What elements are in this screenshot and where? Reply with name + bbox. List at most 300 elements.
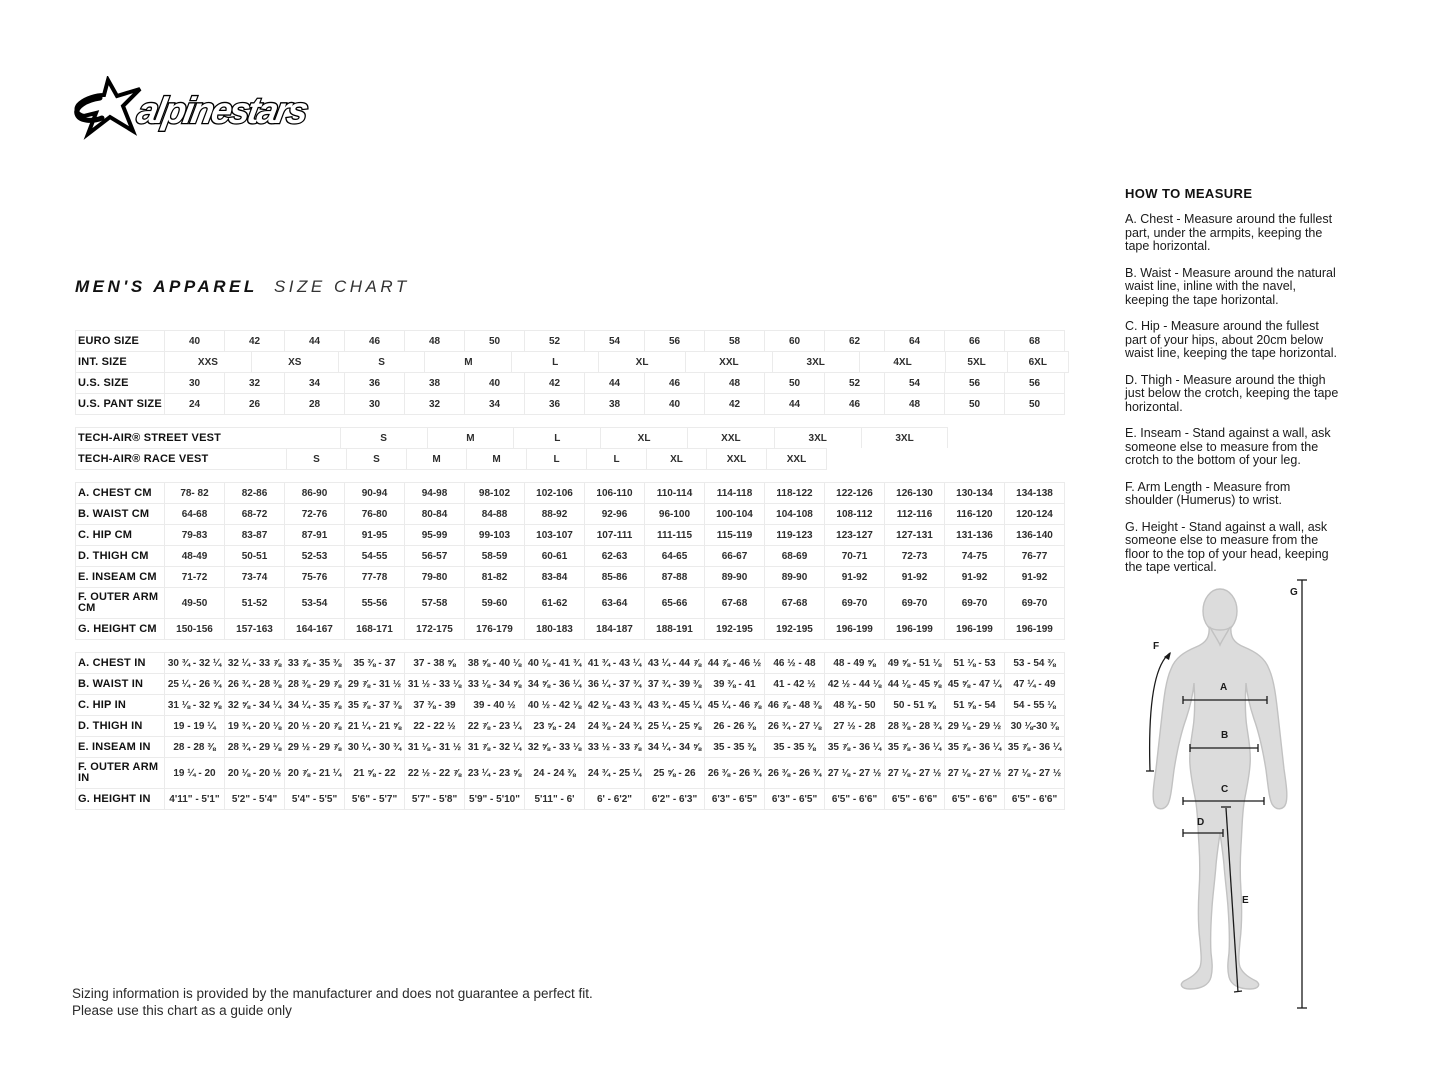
table-cell: 42 ½ - 44 ⅛ <box>824 673 885 695</box>
table-cell: 21 ¼ - 21 ⅝ <box>344 715 405 737</box>
table-cell: 31 ⅞ - 32 ¼ <box>464 736 525 758</box>
table-cell: 75-76 <box>284 566 345 588</box>
table-cell: XL <box>646 448 707 470</box>
table-row <box>75 673 1080 695</box>
measure-paragraph: A. Chest - Measure around the fullest part, under the armpits, keeping the tape horizontal. <box>1125 212 1333 253</box>
table-cell: 42 <box>224 330 285 352</box>
table-cell: 80-84 <box>404 503 465 525</box>
table-cell: M <box>406 448 467 470</box>
table-cell: L <box>526 448 587 470</box>
table-cell: 37 ⅜ - 39 <box>404 694 465 716</box>
table-cell: 192-195 <box>704 618 765 640</box>
table-cell: XXL <box>706 448 767 470</box>
table-cell: 3XL <box>861 427 949 449</box>
table-cell: XXL <box>687 427 775 449</box>
table-cell: L <box>586 448 647 470</box>
table-cell: 52-53 <box>284 545 345 567</box>
row-label: G. HEIGHT CM <box>75 618 165 640</box>
table-cell: 50 <box>764 372 825 394</box>
table-cell: M <box>466 448 527 470</box>
table-cell: 30 ¾ - 32 ¼ <box>164 652 225 674</box>
table-cell: 5'4" - 5'5" <box>284 788 345 810</box>
table-cell: 5'9" - 5'10" <box>464 788 525 810</box>
table-cell: 196-199 <box>1004 618 1065 640</box>
table-cell: 25 ⅝ - 26 <box>644 757 705 789</box>
table-cell: 91-92 <box>884 566 945 588</box>
table-cell: 61-62 <box>524 587 585 619</box>
table-cell: 91-92 <box>1004 566 1065 588</box>
table-cell: 112-116 <box>884 503 945 525</box>
row-label: D. THIGH CM <box>75 545 165 567</box>
table-cell: 19 - 19 ¼ <box>164 715 225 737</box>
table-cell: 104-108 <box>764 503 825 525</box>
table-cell: 69-70 <box>1004 587 1065 619</box>
table-cell: 54-55 <box>344 545 405 567</box>
alpinestars-wordmark <box>134 89 311 131</box>
hip-label: C <box>1221 784 1229 795</box>
size-table <box>75 330 1080 810</box>
table-cell: 30 <box>164 372 225 394</box>
table-cell: 38 <box>584 393 645 415</box>
table-cell: 76-77 <box>1004 545 1065 567</box>
table-row <box>75 715 1080 737</box>
table-cell: 83-84 <box>524 566 585 588</box>
table-row <box>75 618 1080 640</box>
table-cell: 24 ⅜ - 24 ¾ <box>584 715 645 737</box>
table-cell: 123-127 <box>824 524 885 546</box>
table-cell: 48-49 <box>164 545 225 567</box>
table-cell: 56 <box>1004 372 1065 394</box>
table-cell: 26 ⅜ - 26 ¾ <box>764 757 825 789</box>
table-cell: 180-183 <box>524 618 585 640</box>
row-label: EURO SIZE <box>75 330 165 352</box>
table-cell: 41 - 42 ½ <box>764 673 825 695</box>
table-cell: 43 ¼ - 44 ⅞ <box>644 652 705 674</box>
table-cell: 5'11" - 6' <box>524 788 585 810</box>
table-cell: 36 <box>344 372 405 394</box>
table-cell: 40 ½ - 42 ⅛ <box>524 694 585 716</box>
table-cell: 37 - 38 ⅝ <box>404 652 465 674</box>
table-cell: 60 <box>764 330 825 352</box>
table-cell: 196-199 <box>824 618 885 640</box>
table-cell: 110-114 <box>644 482 705 504</box>
row-label: D. THIGH IN <box>75 715 165 737</box>
row-label: INT. SIZE <box>75 351 165 373</box>
table-cell: 27 ⅛ - 27 ½ <box>824 757 885 789</box>
table-cell: 172-175 <box>404 618 465 640</box>
measure-paragraph: B. Waist - Measure around the natural waist line, inline with the navel, keeping the tape horizontal. <box>1125 265 1336 307</box>
table-row <box>75 736 1080 758</box>
table-row <box>75 587 1080 619</box>
table-cell: 89-90 <box>704 566 765 588</box>
arm-length-label: F <box>1153 641 1160 652</box>
table-cell: 66-67 <box>704 545 765 567</box>
measure-paragraph: C. Hip - Measure around the fullest part of your hips, about 20cm below waist line, keeping the tape horizontal. <box>1125 319 1337 360</box>
table-cell: 27 ⅛ - 27 ½ <box>1004 757 1065 789</box>
table-cell: 27 ⅛ - 27 ½ <box>944 757 1005 789</box>
table-cell: 5'7" - 5'8" <box>404 788 465 810</box>
table-cell: 31 ⅛ - 32 ⅝ <box>164 694 225 716</box>
table-cell: 120-124 <box>1004 503 1065 525</box>
alpinestars-logo <box>70 76 340 140</box>
height-measure-line <box>1297 580 1307 1008</box>
table-cell: L <box>513 427 601 449</box>
table-cell: 136-140 <box>1004 524 1065 546</box>
row-label: A. CHEST CM <box>75 482 165 504</box>
table-cell: 25 ¼ - 26 ¾ <box>164 673 225 695</box>
table-row <box>75 757 1080 789</box>
table-cell: 22 - 22 ½ <box>404 715 465 737</box>
table-cell: 196-199 <box>884 618 945 640</box>
table-cell: 35 ⅞ - 36 ¼ <box>884 736 945 758</box>
disclaimer <box>72 985 593 1019</box>
measurement-figure <box>1140 565 1445 1043</box>
table-cell: S <box>340 427 428 449</box>
table-cell: 21 ⅝ - 22 <box>344 757 405 789</box>
table-cell: 91-92 <box>944 566 1005 588</box>
table-cell: 89-90 <box>764 566 825 588</box>
table-cell: 5'2" - 5'4" <box>224 788 285 810</box>
body-silhouette-diagram <box>1140 565 1445 1043</box>
table-cell: 48 ⅜ - 50 <box>824 694 885 716</box>
table-cell: 42 <box>704 393 765 415</box>
measure-paragraph: E. Inseam - Stand against a wall, ask someone else to measure from the crotch to the bottom of your leg. <box>1125 426 1331 467</box>
table-cell: 70-71 <box>824 545 885 567</box>
table-cell: 26 - 26 ⅜ <box>704 715 765 737</box>
table-cell: 81-82 <box>464 566 525 588</box>
table-row <box>75 788 1080 810</box>
table-row <box>75 545 1080 567</box>
table-cell: 122-126 <box>824 482 885 504</box>
table-section <box>75 652 1080 810</box>
table-cell: 77-78 <box>344 566 405 588</box>
chest-label: A <box>1220 682 1228 693</box>
table-cell: 74-75 <box>944 545 1005 567</box>
table-cell: 45 ¼ - 46 ⅞ <box>704 694 765 716</box>
table-cell: 46 ⅞ - 48 ⅜ <box>764 694 825 716</box>
table-cell: 52 <box>824 372 885 394</box>
table-cell: 99-103 <box>464 524 525 546</box>
table-cell: 184-187 <box>584 618 645 640</box>
table-cell: 176-179 <box>464 618 525 640</box>
table-cell: 6' - 6'2" <box>584 788 645 810</box>
table-cell: 192-195 <box>764 618 825 640</box>
table-cell: 30 ⅛-30 ⅜ <box>1004 715 1065 737</box>
table-cell: 87-88 <box>644 566 705 588</box>
table-cell: 53 - 54 ⅜ <box>1004 652 1065 674</box>
table-cell: 43 ¾ - 45 ¼ <box>644 694 705 716</box>
table-cell: 87-91 <box>284 524 345 546</box>
table-cell: 69-70 <box>824 587 885 619</box>
table-row <box>75 503 1080 525</box>
table-cell: 64-65 <box>644 545 705 567</box>
table-cell: 56 <box>944 372 1005 394</box>
table-row <box>75 566 1080 588</box>
table-cell: 64 <box>884 330 945 352</box>
table-cell: 20 ⅞ - 21 ¼ <box>284 757 345 789</box>
table-row <box>75 330 1080 352</box>
disclaimer-line1: Sizing information is provided by the manufacturer and does not guarantee a perfect fit. <box>72 986 593 1001</box>
table-cell: 50-51 <box>224 545 285 567</box>
table-cell: 63-64 <box>584 587 645 619</box>
table-cell: 72-73 <box>884 545 945 567</box>
table-cell: 26 ¾ - 27 ⅛ <box>764 715 825 737</box>
table-cell: 45 ⅝ - 47 ¼ <box>944 673 1005 695</box>
table-cell: 58 <box>704 330 765 352</box>
table-cell: 84-88 <box>464 503 525 525</box>
table-cell: 50 - 51 ⅝ <box>884 694 945 716</box>
table-cell: 79-80 <box>404 566 465 588</box>
table-cell: 39 ⅜ - 41 <box>704 673 765 695</box>
table-cell: 33 ⅛ - 34 ⅝ <box>464 673 525 695</box>
table-cell: 34 <box>284 372 345 394</box>
table-cell: 66 <box>944 330 1005 352</box>
page-title-bold: MEN'S APPAREL <box>75 277 258 296</box>
table-cell: 35 ⅞ - 36 ¼ <box>1004 736 1065 758</box>
table-cell: L <box>511 351 599 373</box>
table-cell: 47 ¼ - 49 <box>1004 673 1065 695</box>
table-cell: 56 <box>644 330 705 352</box>
table-cell: 34 ¼ - 34 ⅝ <box>644 736 705 758</box>
table-cell: 79-83 <box>164 524 225 546</box>
row-label: E. INSEAM IN <box>75 736 165 758</box>
table-cell: 44 <box>584 372 645 394</box>
table-cell: 95-99 <box>404 524 465 546</box>
table-section <box>75 330 1080 415</box>
table-cell: 51 ⅛ - 53 <box>944 652 1005 674</box>
table-cell: 52 <box>524 330 585 352</box>
table-cell: 94-98 <box>404 482 465 504</box>
table-cell: 86-90 <box>284 482 345 504</box>
table-cell: 67-68 <box>704 587 765 619</box>
table-cell: 29 ⅞ - 31 ½ <box>344 673 405 695</box>
measure-paragraph: D. Thigh - Measure around the thigh just below the crotch, keeping the tape horizontal. <box>1125 372 1339 414</box>
table-cell: 62-63 <box>584 545 645 567</box>
table-cell: 31 ⅛ - 31 ½ <box>404 736 465 758</box>
table-cell: 188-191 <box>644 618 705 640</box>
table-cell: 73-74 <box>224 566 285 588</box>
table-cell: 30 ¼ - 30 ¾ <box>344 736 405 758</box>
table-cell: 49-50 <box>164 587 225 619</box>
table-cell: 6'3" - 6'5" <box>704 788 765 810</box>
table-cell: 114-118 <box>704 482 765 504</box>
table-cell: 116-120 <box>944 503 1005 525</box>
table-cell: 33 ½ - 33 ⅞ <box>584 736 645 758</box>
row-label: TECH-AIR® STREET VEST <box>75 427 341 449</box>
table-cell: 34 ⅝ - 36 ¼ <box>524 673 585 695</box>
table-cell: 67-68 <box>764 587 825 619</box>
table-cell: 24 - 24 ⅜ <box>524 757 585 789</box>
table-cell: 35 ⅞ - 36 ¼ <box>824 736 885 758</box>
inseam-label: E <box>1242 895 1249 906</box>
measure-paragraph: F. Arm Length - Measure from shoulder (Humerus) to wrist. <box>1125 479 1291 507</box>
table-row <box>75 482 1080 504</box>
table-row <box>75 524 1080 546</box>
table-cell: 6'2" - 6'3" <box>644 788 705 810</box>
table-cell: 5'6" - 5'7" <box>344 788 405 810</box>
table-cell: 78- 82 <box>164 482 225 504</box>
table-cell: 24 ¾ - 25 ¼ <box>584 757 645 789</box>
table-cell: 31 ½ - 33 ⅛ <box>404 673 465 695</box>
table-cell: 69-70 <box>944 587 1005 619</box>
table-cell: 6XL <box>1007 351 1069 373</box>
table-cell: 106-110 <box>584 482 645 504</box>
table-cell: 28 - 28 ⅜ <box>164 736 225 758</box>
table-cell: 26 ⅜ - 26 ¾ <box>704 757 765 789</box>
table-cell: M <box>424 351 512 373</box>
table-row <box>75 427 1080 449</box>
table-row <box>75 351 1080 373</box>
row-label: F. OUTER ARM CM <box>75 587 165 619</box>
table-row <box>75 393 1080 415</box>
table-cell: 6'5" - 6'6" <box>824 788 885 810</box>
table-cell: 62 <box>824 330 885 352</box>
how-to-measure-paragraphs <box>1125 213 1339 575</box>
table-cell: XS <box>251 351 339 373</box>
table-cell: 76-80 <box>344 503 405 525</box>
height-label: G <box>1290 587 1298 598</box>
table-cell: 42 ⅛ - 43 ¾ <box>584 694 645 716</box>
alpinestars-logo-graphic <box>70 76 340 140</box>
table-filler <box>948 427 1080 449</box>
table-cell: 33 ⅞ - 35 ⅜ <box>284 652 345 674</box>
waist-label: B <box>1221 730 1229 741</box>
alpinestars-wordmark-text: alpinestars <box>134 89 310 131</box>
table-cell: 35 - 35 ⅜ <box>764 736 825 758</box>
table-cell: 82-86 <box>224 482 285 504</box>
table-cell: 54 <box>584 330 645 352</box>
table-cell: 115-119 <box>704 524 765 546</box>
table-cell: 19 ¾ - 20 ⅛ <box>224 715 285 737</box>
table-cell: 40 <box>164 330 225 352</box>
table-cell: S <box>346 448 407 470</box>
table-cell: 20 ⅛ - 20 ½ <box>224 757 285 789</box>
table-cell: 91-92 <box>824 566 885 588</box>
table-cell: 91-95 <box>344 524 405 546</box>
table-cell: XXS <box>164 351 252 373</box>
table-cell: 50 <box>944 393 1005 415</box>
table-cell: 71-72 <box>164 566 225 588</box>
table-section <box>75 427 1080 470</box>
row-label: B. WAIST CM <box>75 503 165 525</box>
table-cell: 38 ⅝ - 40 ⅛ <box>464 652 525 674</box>
disclaimer-line2: Please use this chart as a guide only <box>72 1003 292 1018</box>
table-cell: 35 ⅜ - 37 <box>344 652 405 674</box>
table-cell: 29 ⅛ - 29 ½ <box>944 715 1005 737</box>
table-cell: 6'5" - 6'6" <box>1004 788 1065 810</box>
table-cell: 44 <box>764 393 825 415</box>
table-cell: 36 ¼ - 37 ¾ <box>584 673 645 695</box>
table-cell: 22 ⅞ - 23 ¼ <box>464 715 525 737</box>
table-cell: 196-199 <box>944 618 1005 640</box>
table-cell: 6'5" - 6'6" <box>944 788 1005 810</box>
measure-paragraph: G. Height - Stand against a wall, ask someone else to measure from the floor to the top of your head, keeping the tape vertical. <box>1125 519 1329 574</box>
table-cell: XXL <box>685 351 773 373</box>
table-cell: 46 <box>644 372 705 394</box>
table-cell: 130-134 <box>944 482 1005 504</box>
table-cell: 48 <box>704 372 765 394</box>
table-cell: 150-156 <box>164 618 225 640</box>
table-cell: 36 <box>524 393 585 415</box>
table-cell: 118-122 <box>764 482 825 504</box>
table-cell: 88-92 <box>524 503 585 525</box>
table-cell: 34 ¼ - 35 ⅞ <box>284 694 345 716</box>
row-label: A. CHEST IN <box>75 652 165 674</box>
table-cell: 32 <box>224 372 285 394</box>
table-cell: S <box>338 351 426 373</box>
table-cell: 48 <box>884 393 945 415</box>
table-cell: 23 ⅝ - 24 <box>524 715 585 737</box>
table-cell: 42 <box>524 372 585 394</box>
table-cell: 32 <box>404 393 465 415</box>
table-cell: 28 ¾ - 29 ⅛ <box>224 736 285 758</box>
table-cell: 35 ⅞ - 36 ¼ <box>944 736 1005 758</box>
page-title <box>75 277 410 297</box>
table-cell: 26 ¾ - 28 ⅜ <box>224 673 285 695</box>
table-cell: 108-112 <box>824 503 885 525</box>
table-cell: 164-167 <box>284 618 345 640</box>
row-label: G. HEIGHT IN <box>75 788 165 810</box>
table-cell: 98-102 <box>464 482 525 504</box>
table-cell: 68 <box>1004 330 1065 352</box>
table-cell: 126-130 <box>884 482 945 504</box>
table-cell: 46 <box>824 393 885 415</box>
table-filler <box>827 448 1080 470</box>
table-cell: 85-86 <box>584 566 645 588</box>
table-cell: 27 ½ - 28 <box>824 715 885 737</box>
table-cell: M <box>427 427 515 449</box>
table-cell: 119-123 <box>764 524 825 546</box>
table-cell: 103-107 <box>524 524 585 546</box>
table-cell: 49 ⅝ - 51 ⅛ <box>884 652 945 674</box>
table-cell: 69-70 <box>884 587 945 619</box>
table-cell: 59-60 <box>464 587 525 619</box>
table-cell: 40 <box>464 372 525 394</box>
table-cell: 168-171 <box>344 618 405 640</box>
table-cell: 29 ½ - 29 ⅞ <box>284 736 345 758</box>
table-cell: 51 ⅝ - 54 <box>944 694 1005 716</box>
table-cell: 22 ½ - 22 ⅞ <box>404 757 465 789</box>
table-cell: 48 <box>404 330 465 352</box>
table-cell: 56-57 <box>404 545 465 567</box>
table-cell: 157-163 <box>224 618 285 640</box>
table-cell: 35 - 35 ⅜ <box>704 736 765 758</box>
row-label: F. OUTER ARM IN <box>75 757 165 789</box>
table-cell: 28 <box>284 393 345 415</box>
table-cell: 51-52 <box>224 587 285 619</box>
table-cell: 111-115 <box>644 524 705 546</box>
table-cell: 60-61 <box>524 545 585 567</box>
table-cell: 4'11" - 5'1" <box>164 788 225 810</box>
table-row <box>75 372 1080 394</box>
table-cell: 19 ¼ - 20 <box>164 757 225 789</box>
table-cell: 48 - 49 ⅝ <box>824 652 885 674</box>
row-label: TECH-AIR® RACE VEST <box>75 448 287 470</box>
table-cell: 92-96 <box>584 503 645 525</box>
table-cell: 34 <box>464 393 525 415</box>
table-cell: 53-54 <box>284 587 345 619</box>
table-cell: 41 ¾ - 43 ¼ <box>584 652 645 674</box>
table-cell: 55-56 <box>344 587 405 619</box>
table-cell: 44 <box>284 330 345 352</box>
thigh-label: D <box>1197 817 1205 828</box>
table-cell: 134-138 <box>1004 482 1065 504</box>
table-cell: 83-87 <box>224 524 285 546</box>
table-cell: 38 <box>404 372 465 394</box>
table-cell: XL <box>600 427 688 449</box>
table-cell: 25 ¼ - 25 ⅝ <box>644 715 705 737</box>
table-cell: 23 ¼ - 23 ⅝ <box>464 757 525 789</box>
